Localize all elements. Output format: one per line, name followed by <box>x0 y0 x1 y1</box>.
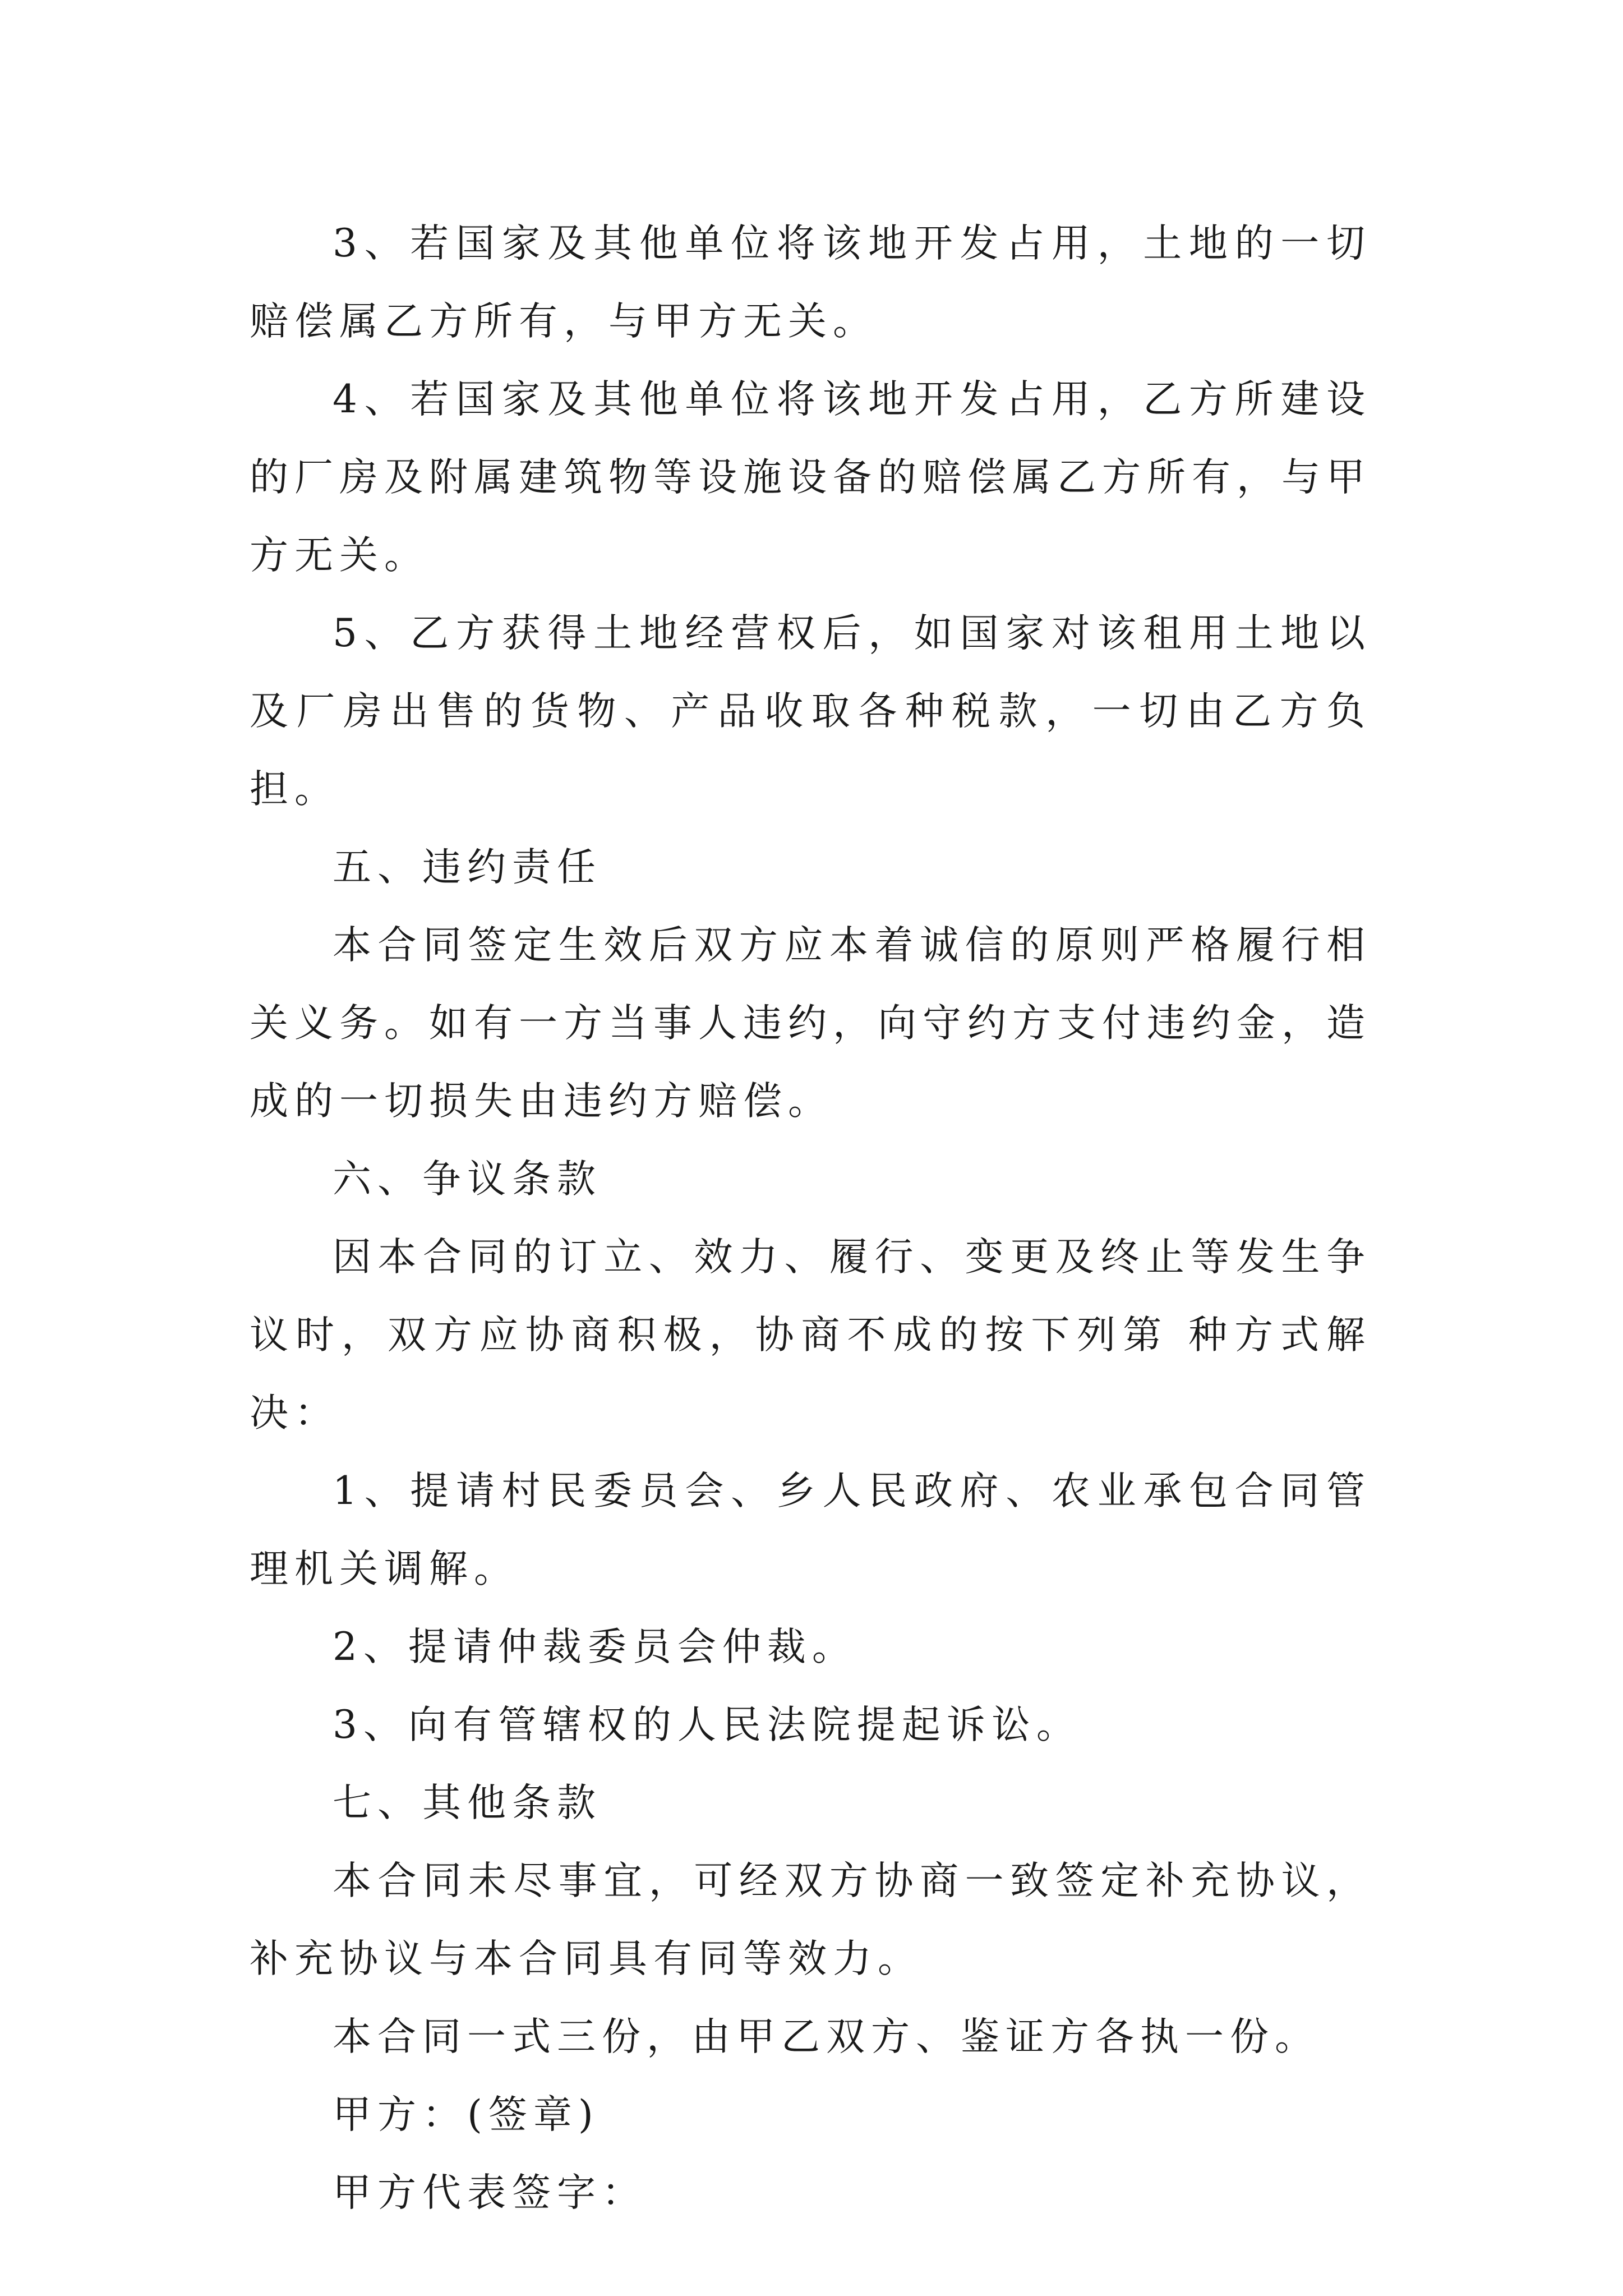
dispute-option-arbitration: 2、提请仲裁委员会仲裁。 <box>333 1625 857 1669</box>
dispute-option-mediation: 1、提请村民委员会、乡人民政府、农业承包合同管理机关调解。 <box>250 1469 1371 1591</box>
document-body <box>250 205 1371 2232</box>
dispute-option-litigation: 3、向有管辖权的人民法院提起诉讼。 <box>333 1703 1081 1747</box>
dispute-intro-text: 因本合同的订立、效力、履行、变更及终止等发生争议时，双方应协商积极，协商不成的按下列第 种方式解决： <box>250 1235 1371 1435</box>
section-heading-other: 七、其他条款 <box>333 1780 602 1825</box>
clause-5-taxes: 5、乙方获得土地经营权后，如国家对该租用土地以及厂房出售的货物、产品收取各种税款，一切由乙方负担。 <box>250 611 1371 812</box>
other-terms-text: 本合同未尽事宜，可经双方协商一致签定补充协议，补充协议与本合同具有同等效力。 <box>250 1858 1371 1981</box>
breach-liability-text: 本合同签定生效后双方应本着诚信的原则严格履行相关义务。如有一方当事人违约，向守约方支付违约金，造成的一切损失由违约方赔偿。 <box>250 923 1371 1124</box>
section-heading-dispute: 六、争议条款 <box>333 1157 602 1202</box>
clause-3-compensation-land: 3、若国家及其他单位将该地开发占用，土地的一切赔偿属乙方所有，与甲方无关。 <box>250 221 1371 344</box>
party-a-representative-signature: 甲方代表签字： <box>333 2170 647 2215</box>
section-heading-breach: 五、违约责任 <box>333 845 602 890</box>
clause-4-compensation-buildings: 4、若国家及其他单位将该地开发占用，乙方所建设的厂房及附属建筑物等设施设备的赔偿属乙方所有，与甲方无关。 <box>250 377 1371 578</box>
copies-text: 本合同一式三份，由甲乙双方、鉴证方各执一份。 <box>333 2014 1320 2059</box>
party-a-seal: 甲方：(签章) <box>333 2092 600 2137</box>
